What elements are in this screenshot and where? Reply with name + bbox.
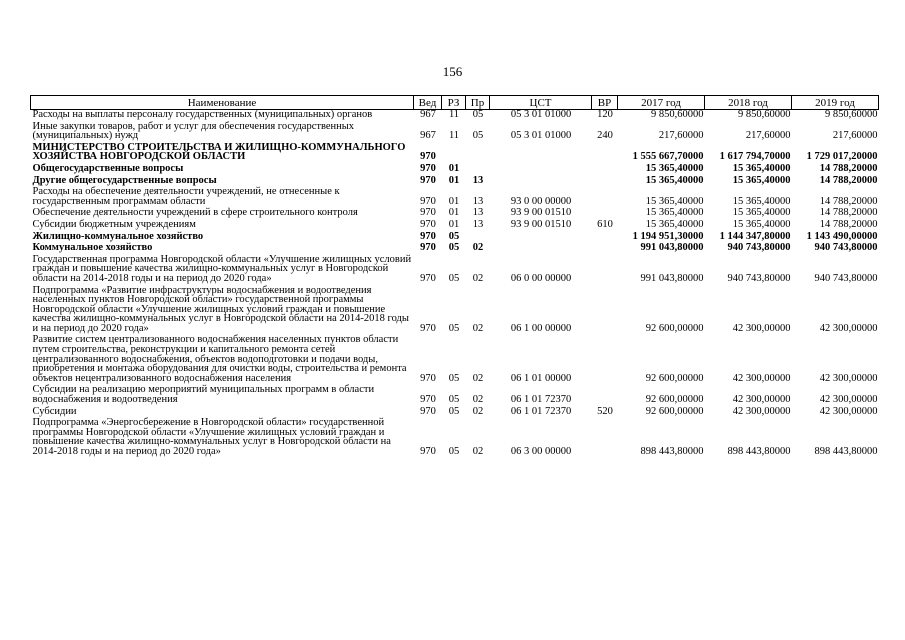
- row-2018: 42 300,00000: [732, 405, 791, 417]
- row-2018: 42 300,00000: [732, 372, 791, 384]
- row-ved: 970: [420, 394, 436, 406]
- header-name: Наименование: [31, 96, 414, 110]
- table-row: [31, 122, 879, 143]
- row-2018: 42 300,00000: [732, 322, 791, 334]
- row-pr: 13: [472, 218, 484, 230]
- header-vr: ВР: [592, 96, 618, 110]
- row-cst: 93 9 00 01510: [510, 207, 572, 219]
- row-cst: 06 1 00 00000: [510, 322, 572, 334]
- row-name: МИНИСТЕРСТВО СТРОИТЕЛЬСТВА И ЖИЛИЩНО-КОММУНАЛЬНОГО ХОЗЯЙСТВА НОВГОРОДСКОЙ ОБЛАСТИ: [32, 141, 406, 163]
- row-ved: 967: [420, 130, 436, 142]
- row-2019: 42 300,00000: [819, 405, 878, 417]
- table-row: [31, 385, 879, 406]
- row-name: Субсидии бюджетным учреждениям: [32, 218, 196, 230]
- row-name: Субсидии на реализацию мероприятий муниципальных программ в области водоснабжения и водоотведения: [32, 384, 375, 406]
- row-2017: 92 600,00000: [645, 322, 704, 334]
- row-name: Подпрограмма «Развитие инфраструктуры водоснабжения и водоотведения населенных пунктов Новгородской области» государственной программы Новгородской области «Улучшение жилищных условий граждан и повышение качества жилищно-коммунальных услуг в Новгородской области на 2014-2018 годы и на период до 2020 года»: [32, 284, 409, 334]
- row-2017: 991 043,80000: [640, 272, 704, 284]
- row-name: Развитие систем централизованного водоснабжения населенных пунктов области путем строительства, реконструкции и капитального ремонта сетей централизованного водоснабжения, объектов водоподготовки и подачи воды, приобретения и монтажа оборудования для очистки воды, строительства и ремонта объектов нецентрализованного водоснабжения населения: [32, 334, 407, 384]
- row-2017: 898 443,80000: [640, 446, 704, 457]
- row-2018: 898 443,80000: [727, 446, 791, 457]
- row-pr: 02: [472, 272, 484, 284]
- row-name: Субсидии: [32, 405, 77, 417]
- row-ved: 970: [420, 174, 436, 186]
- row-2019: 14 788,20000: [819, 195, 878, 207]
- row-cst: [490, 164, 592, 176]
- row-ved: 970: [420, 242, 436, 254]
- row-2019: 14 788,20000: [819, 207, 878, 219]
- row-pr: 02: [472, 405, 484, 417]
- row-cst: [490, 176, 592, 188]
- row-2019: 1 143 490,00000: [806, 230, 878, 242]
- row-ved: 967: [420, 109, 436, 120]
- header-ved: Вед: [414, 96, 442, 110]
- row-pr: 05: [472, 130, 484, 142]
- row-pr: [466, 164, 490, 176]
- row-2018: 1 617 794,70000: [719, 151, 791, 163]
- row-2018: 9 850,60000: [738, 109, 791, 120]
- row-vr: [592, 243, 618, 255]
- row-cst: 05 3 01 01000: [510, 130, 572, 142]
- row-2019: 14 788,20000: [819, 162, 878, 174]
- row-ved: 970: [420, 272, 436, 284]
- row-2017: 15 365,40000: [645, 218, 704, 230]
- row-vr: 520: [597, 405, 613, 417]
- row-vr: 610: [597, 218, 613, 230]
- row-name: Расходы на обеспечение деятельности учреждений, не отнесенные к государственным программам области: [32, 186, 340, 207]
- row-vr: [592, 286, 618, 336]
- row-ved: 970: [420, 322, 436, 334]
- row-pr: 02: [472, 372, 484, 384]
- row-name: Государственная программа Новгородской области «Улучшение жилищных условий граждан и повышение качества жилищно-коммунальных услуг в Новгородской области на 2014-2018 годы и на период до 2020 года»: [32, 253, 412, 284]
- header-2018: 2018 год: [705, 96, 792, 110]
- row-name: Иные закупки товаров, работ и услуг для обеспечения государственных (муниципальных) нужд: [32, 120, 355, 142]
- row-2019: 217,60000: [832, 130, 878, 142]
- row-2018: 217,60000: [745, 130, 791, 142]
- row-pr: 02: [472, 394, 484, 406]
- header-rz: РЗ: [442, 96, 466, 110]
- row-2017: 217,60000: [658, 130, 704, 142]
- row-name: Коммунальное хозяйство: [32, 242, 153, 254]
- header-2019: 2019 год: [792, 96, 879, 110]
- row-rz: 01: [448, 195, 460, 207]
- row-2019: 42 300,00000: [819, 322, 878, 334]
- row-rz: 11: [448, 109, 460, 120]
- row-cst: 05 3 01 01000: [510, 109, 572, 120]
- row-2017: 15 365,40000: [645, 162, 704, 174]
- row-pr: 02: [472, 242, 484, 254]
- row-2017: 15 365,40000: [645, 174, 704, 186]
- row-rz: 05: [448, 272, 460, 284]
- row-vr: [592, 164, 618, 176]
- row-2017: 1 555 667,70000: [632, 151, 704, 163]
- row-cst: 93 0 00 00000: [510, 195, 572, 207]
- row-2018: 15 365,40000: [732, 162, 791, 174]
- row-2017: 991 043,80000: [640, 242, 704, 254]
- row-2017: 92 600,00000: [645, 372, 704, 384]
- header-pr: Пр: [466, 96, 490, 110]
- row-cst: 06 3 00 00000: [510, 446, 572, 457]
- row-2018: 15 365,40000: [732, 218, 791, 230]
- table-row: [31, 418, 879, 458]
- row-ved: 970: [420, 230, 436, 242]
- row-cst: 06 1 01 72370: [510, 394, 572, 406]
- row-2018: 15 365,40000: [732, 195, 791, 207]
- row-2018: 15 365,40000: [732, 174, 791, 186]
- row-cst: [490, 232, 592, 244]
- row-2017: 9 850,60000: [651, 109, 704, 120]
- row-pr: 13: [472, 207, 484, 219]
- row-2017: 92 600,00000: [645, 394, 704, 406]
- row-cst: 06 1 01 72370: [510, 405, 572, 417]
- row-pr: 13: [472, 195, 484, 207]
- row-ved: 970: [420, 162, 436, 174]
- row-rz: 05: [448, 230, 460, 242]
- row-vr: [592, 335, 618, 385]
- table-row: [31, 143, 879, 164]
- row-2017: 15 365,40000: [645, 207, 704, 219]
- row-vr: [592, 176, 618, 188]
- row-rz: 05: [448, 446, 460, 457]
- row-rz: 05: [448, 322, 460, 334]
- row-rz: 01: [448, 218, 460, 230]
- row-2017: 1 194 951,30000: [632, 230, 704, 242]
- row-ved: 970: [420, 446, 436, 457]
- table-row: [31, 110, 879, 122]
- row-2019: 940 743,80000: [814, 242, 878, 254]
- row-2019: 940 743,80000: [814, 272, 878, 284]
- row-vr: [592, 232, 618, 244]
- row-ved: 970: [420, 151, 436, 163]
- row-ved: 970: [420, 195, 436, 207]
- row-pr: [466, 143, 490, 164]
- row-vr: 240: [597, 130, 613, 142]
- table-row: [31, 187, 879, 208]
- row-vr: [592, 418, 618, 458]
- row-rz: 01: [448, 162, 460, 174]
- row-rz: 01: [448, 174, 460, 186]
- row-pr: 05: [472, 109, 484, 120]
- row-ved: 970: [420, 207, 436, 219]
- table-row: [31, 255, 879, 286]
- row-ved: 970: [420, 405, 436, 417]
- table-row: [31, 286, 879, 336]
- row-2019: 9 850,60000: [825, 109, 878, 120]
- row-2018: 940 743,80000: [727, 272, 791, 284]
- row-name: Другие общегосударственные вопросы: [32, 174, 217, 186]
- table-row: [31, 335, 879, 385]
- row-pr: 13: [472, 174, 484, 186]
- row-2019: 42 300,00000: [819, 372, 878, 384]
- row-2019: 14 788,20000: [819, 218, 878, 230]
- header-cst: ЦСТ: [490, 96, 592, 110]
- row-cst: [490, 243, 592, 255]
- row-rz: 01: [448, 207, 460, 219]
- row-2018: 15 365,40000: [732, 207, 791, 219]
- row-2018: 42 300,00000: [732, 394, 791, 406]
- row-rz: 05: [448, 242, 460, 254]
- budget-table: [30, 95, 879, 459]
- row-2018: 1 144 347,80000: [719, 230, 791, 242]
- row-name: Общегосударственные вопросы: [32, 162, 184, 174]
- row-2019: 14 788,20000: [819, 174, 878, 186]
- row-cst: 06 0 00 00000: [510, 272, 572, 284]
- row-2019: 898 443,80000: [814, 446, 878, 457]
- row-2019: 42 300,00000: [819, 394, 878, 406]
- row-vr: [592, 143, 618, 164]
- row-vr: [592, 187, 618, 208]
- row-vr: [592, 385, 618, 406]
- row-ved: 970: [420, 218, 436, 230]
- row-vr: 120: [597, 109, 613, 120]
- row-name: Обеспечение деятельности учреждений в сфере строительного контроля: [32, 207, 358, 219]
- row-rz: [442, 143, 466, 164]
- row-rz: 05: [448, 394, 460, 406]
- row-2018: 940 743,80000: [727, 242, 791, 254]
- row-2017: 92 600,00000: [645, 405, 704, 417]
- row-name: Расходы на выплаты персоналу государственных (муниципальных) органов: [32, 109, 373, 120]
- row-pr: 02: [472, 446, 484, 457]
- table-row: [31, 220, 879, 232]
- header-2017: 2017 год: [618, 96, 705, 110]
- row-pr: 02: [472, 322, 484, 334]
- row-ved: 970: [420, 372, 436, 384]
- table-row: [31, 164, 879, 176]
- row-cst: 93 9 00 01510: [510, 218, 572, 230]
- row-name: Жилищно-коммунальное хозяйство: [32, 230, 204, 242]
- row-rz: 05: [448, 405, 460, 417]
- row-rz: 05: [448, 372, 460, 384]
- row-2019: 1 729 017,20000: [806, 151, 878, 163]
- row-cst: 06 1 01 00000: [510, 372, 572, 384]
- row-2017: 15 365,40000: [645, 195, 704, 207]
- row-cst: [490, 143, 592, 164]
- table-row: [31, 243, 879, 255]
- row-vr: [592, 255, 618, 286]
- page-number: 156: [442, 64, 463, 79]
- row-rz: 11: [448, 130, 460, 142]
- row-name: Подпрограмма «Энергосбережение в Новгородской области» государственной программы Новгородской области «Улучшение жилищных условий граждан и повышение качества жилищно-коммунальных услуг в Новгородской области на 2014-2018 годы и на период до 2020 года»: [32, 417, 391, 457]
- table-header-row: [31, 96, 879, 110]
